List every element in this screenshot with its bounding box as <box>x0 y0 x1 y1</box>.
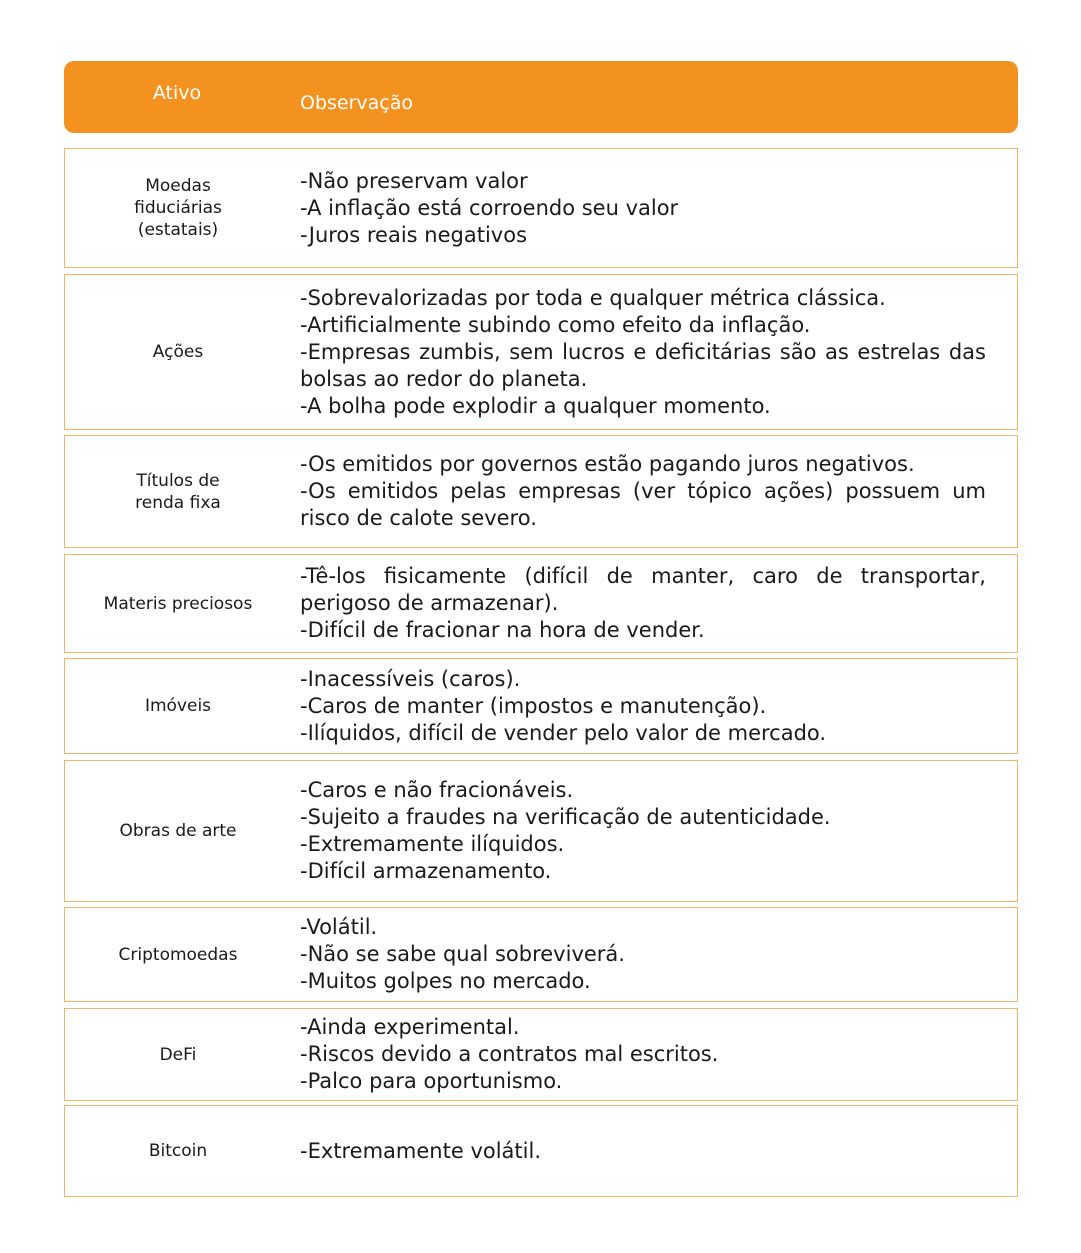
observacao-line: -Extremamente ilíquidos. <box>300 832 565 856</box>
table-header <box>64 61 1018 133</box>
observacao-line: -Não se sabe qual sobreviverá. <box>300 942 625 966</box>
observacao-cell <box>300 149 986 267</box>
observacao-line: -Juros reais negativos <box>300 222 528 247</box>
table-row-imoveis <box>64 658 1018 754</box>
observacao-line: -Empresas zumbis, sem lucros e deficitárias são as estrelas das bolsas ao redor do planeta. <box>300 339 986 391</box>
observacao-line: -Caros de manter (impostos e manutenção). <box>300 693 767 718</box>
ativo-cell: Materis preciosos <box>103 593 253 614</box>
ativo-cell: DeFi <box>159 1044 197 1065</box>
observacao-line: -Tê-los fisicamente (difícil de manter, caro de transportar, perigoso de armazenar). <box>300 564 986 615</box>
observacao-line: -Ainda experimental. <box>300 1015 520 1039</box>
observacao-line: -A inflação está corroendo seu valor <box>300 195 679 220</box>
ativo-cell: Moedas fiduciárias (estatais) <box>134 176 222 240</box>
table-row-titulos <box>64 435 1018 548</box>
ativo-cell: Bitcoin <box>148 1141 208 1161</box>
observacao-line: -Sobrevalorizadas por toda e qualquer métrica clássica. <box>300 285 886 310</box>
observacao-cell <box>300 436 986 547</box>
table-row-defi <box>64 1008 1018 1101</box>
observacao-line: -Não preservam valor <box>300 168 528 193</box>
table-row-obras <box>64 760 1018 902</box>
observacao-line: -Palco para oportunismo. <box>300 1069 563 1093</box>
ativo-cell: Títulos de renda fixa <box>135 470 221 513</box>
header-observacao: Observação <box>300 92 414 114</box>
observacao-cell <box>300 555 986 652</box>
table-row-acoes <box>64 274 1018 430</box>
observacao-cell <box>300 908 986 1001</box>
observacao-cell <box>300 275 986 429</box>
observacao-line: -Ilíquidos, difícil de vender pelo valor de mercado. <box>300 720 827 745</box>
ativo-cell: Ações <box>152 342 204 362</box>
ativo-cell: Obras de arte <box>119 821 237 841</box>
table-row-cripto <box>64 907 1018 1002</box>
observacao-line: -Riscos devido a contratos mal escritos. <box>300 1042 719 1066</box>
observacao-cell <box>300 761 986 901</box>
observacao-line: -Inacessíveis (caros). <box>300 666 521 691</box>
observacao-line: -Difícil de fracionar na hora de vender. <box>300 618 705 642</box>
observacao-cell <box>300 659 986 753</box>
observacao-line: -Sujeito a fraudes na verificação de autenticidade. <box>300 805 831 829</box>
observacao-line: -Extremamente volátil. <box>300 1138 541 1163</box>
table-row-metais <box>64 554 1018 653</box>
observacao-line: -Difícil armazenamento. <box>300 859 552 883</box>
observacao-cell <box>300 1009 986 1100</box>
observacao-cell <box>300 1106 986 1196</box>
table-row-moedas <box>64 148 1018 268</box>
observacao-line: -Muitos golpes no mercado. <box>300 969 591 993</box>
table-row-bitcoin <box>64 1105 1018 1197</box>
observacao-line: -Artificialmente subindo como efeito da inflação. <box>300 312 811 337</box>
ativo-cell: Imóveis <box>144 696 212 716</box>
observacao-line: -Os emitidos pelas empresas (ver tópico ações) possuem um risco de calote severo. <box>300 479 986 530</box>
header-ativo: Ativo <box>152 82 202 104</box>
observacao-line: -Os emitidos por governos estão pagando juros negativos. <box>300 452 915 476</box>
observacao-line: -A bolha pode explodir a qualquer momento. <box>300 393 771 418</box>
ativo-cell: Criptomoedas <box>118 944 238 965</box>
observacao-line: -Caros e não fracionáveis. <box>300 778 574 802</box>
observacao-line: -Volátil. <box>300 915 378 939</box>
